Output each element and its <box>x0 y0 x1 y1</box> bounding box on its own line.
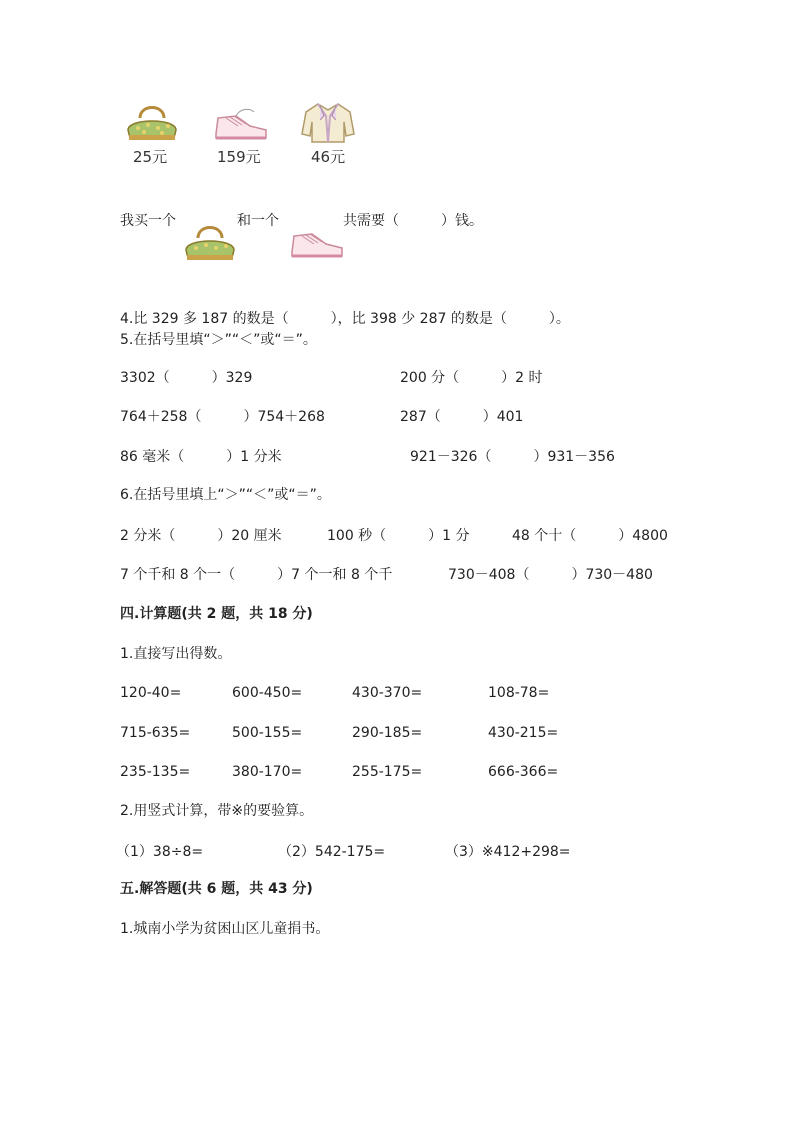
question-6-title: 6.在括号里填上“＞”“＜”或“＝”。 <box>120 487 331 503</box>
section-4-heading: 四.计算题(共 2 题，共 18 分) <box>120 606 313 622</box>
calc-item: 235-135= <box>120 764 191 780</box>
calc-item: 600-450= <box>232 685 303 701</box>
handbag-price: 25元 <box>133 148 168 166</box>
sneaker-price: 159元 <box>217 148 261 166</box>
calc-item: 380-170= <box>232 764 303 780</box>
calc-item: 715-635= <box>120 725 191 741</box>
jacket-icon <box>300 100 356 144</box>
buy-question-part2: 和一个 <box>237 213 279 229</box>
section-5-q1: 1.城南小学为贫困山区儿童捐书。 <box>120 921 330 937</box>
sneaker-icon <box>210 104 270 144</box>
calc-item: 255-175= <box>352 764 423 780</box>
calc-item: 120-40= <box>120 685 182 701</box>
handbag-icon <box>182 220 238 264</box>
calc-item: 430-370= <box>352 685 423 701</box>
q5-row2-left: 764＋258（ ）754＋268 <box>120 409 325 425</box>
q5-row3-left: 86 毫米（ ）1 分米 <box>120 449 282 465</box>
q6-row1-b: 100 秒（ ）1 分 <box>327 528 470 544</box>
q6-row2-b: 730－408（ ）730－480 <box>448 567 653 583</box>
vertical-calc-item: （1）38÷8= <box>116 844 204 860</box>
section-4-q1-title: 1.直接写出得数。 <box>120 646 232 662</box>
q5-row2-right: 287（ ）401 <box>400 409 524 425</box>
calc-item: 666-366= <box>488 764 559 780</box>
section-5-heading: 五.解答题(共 6 题，共 43 分) <box>120 881 313 897</box>
question-4: 4.比 329 多 187 的数是（ ），比 398 少 287 的数是（ ）。 <box>120 311 570 327</box>
vertical-calc-item: （2）542-175= <box>278 844 386 860</box>
section-4-q2-title: 2.用竖式计算，带※的要验算。 <box>120 803 314 819</box>
jacket-price: 46元 <box>311 148 346 166</box>
buy-question-part1: 我买一个 <box>120 213 176 229</box>
q6-row2-a: 7 个千和 8 个一（ ）7 个一和 8 个千 <box>120 567 393 583</box>
buy-question-part3: 共需要（ ）钱。 <box>343 213 483 229</box>
calc-item: 430-215= <box>488 725 559 741</box>
q5-row1-right: 200 分（ ）2 时 <box>400 370 543 386</box>
calc-item: 290-185= <box>352 725 423 741</box>
sneaker-icon <box>286 222 346 262</box>
q5-row3-right: 921－326（ ）931－356 <box>410 449 615 465</box>
calc-item: 108-78= <box>488 685 550 701</box>
q6-row1-a: 2 分米（ ）20 厘米 <box>120 528 282 544</box>
q6-row1-c: 48 个十（ ）4800 <box>512 528 668 544</box>
q5-row1-left: 3302（ ）329 <box>120 370 253 386</box>
calc-item: 500-155= <box>232 725 303 741</box>
question-5-title: 5.在括号里填“＞”“＜”或“＝”。 <box>120 332 317 348</box>
handbag-icon <box>124 100 180 144</box>
vertical-calc-item: （3）※412+298= <box>445 844 571 860</box>
